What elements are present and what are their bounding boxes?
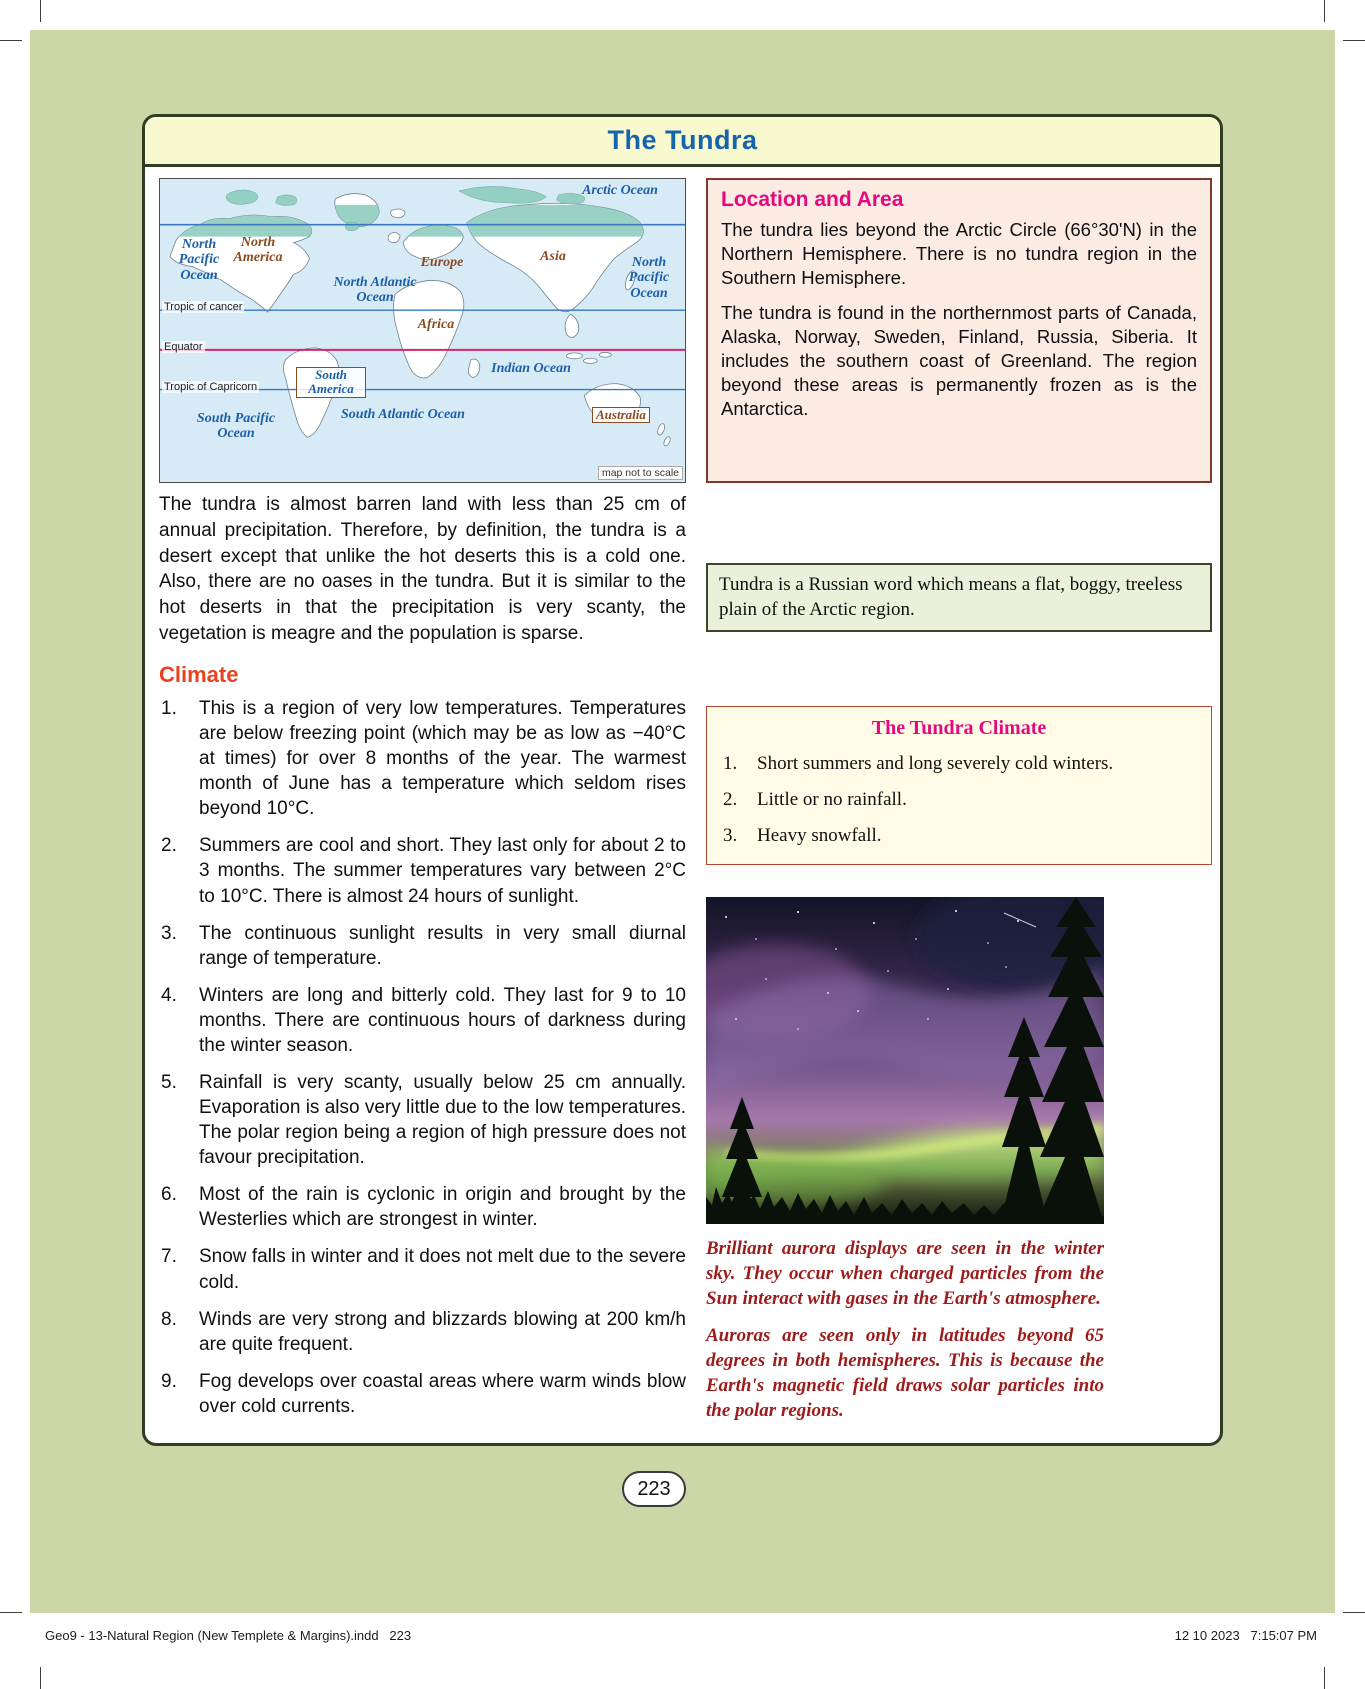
climate-heading: Climate — [159, 661, 239, 687]
climate-item: Most of the rain is cyclonic in origin and brought by the Westerlies which are strongest in winter. — [199, 1184, 686, 1231]
map-label-north-atlantic: North Atlantic Ocean — [333, 275, 417, 306]
crop-mark — [1324, 1667, 1325, 1689]
crop-mark — [1343, 40, 1365, 41]
map-label-north-pacific-west: North Pacific Ocean — [178, 237, 220, 283]
tundra-climate-item: Little or no rainfall. — [757, 789, 907, 811]
aurora-photo — [706, 897, 1104, 1224]
location-and-area-box — [706, 178, 1212, 483]
crop-mark — [0, 1612, 22, 1613]
aurora-photo-drawing — [706, 897, 1104, 1224]
map-label-south-america: South America — [296, 367, 366, 398]
crop-mark — [40, 0, 41, 22]
climate-item: Fog develops over coastal areas where warm winds blow over cold currents. — [199, 1370, 686, 1417]
location-paragraph: The tundra is found in the northernmost parts of Canada, Alaska, Norway, Sweden, Finland, Russia, Siberia. It includes the southern coast of Greenland. The region beyond these areas is permanently frozen as is the Antarctica. — [721, 302, 1197, 420]
climate-item: Snow falls in winter and it does not melt due to the severe cold. — [199, 1246, 686, 1293]
two-column-layout — [145, 167, 1220, 1446]
map-label-arctic-ocean: Arctic Ocean — [582, 183, 658, 198]
footer-left: Geo9 - 13-Natural Region (New Templete & Margins).indd 223 — [45, 1628, 412, 1643]
tundra-climate-item: Short summers and long severely cold winters. — [757, 753, 1114, 775]
climate-list — [159, 696, 686, 1419]
map-label-tropic-of-cancer: Tropic of cancer — [164, 301, 243, 313]
aurora-caption-2: Auroras are seen only in latitudes beyond 65 degrees in both hemispheres. This is because the Earth's magnetic field draws solar particles into the polar regions. — [706, 1324, 1104, 1422]
book-page — [30, 30, 1335, 1613]
right-column — [706, 178, 1212, 1423]
tundra-climate-item: Heavy snowfall. — [757, 824, 882, 846]
map-label-australia: Australia — [592, 407, 650, 423]
location-paragraph: The tundra lies beyond the Arctic Circle (66°30'N) in the Northern Hemisphere. There is no tundra region in the Southern Hemisphere. — [721, 219, 1197, 289]
location-heading: Location and Area — [721, 188, 904, 211]
fact-text: Tundra is a Russian word which means a flat, boggy, treeless plain of the Arctic region. — [719, 574, 1183, 620]
intro-paragraph: The tundra is almost barren land with less than 25 cm of annual precipitation. Therefore, by definition, the tundra is a desert except that unlike the hot deserts this is a cold one. Also, there are no oases in the tundra. But it is similar to the hot deserts in that the precipitation is very scanty, the vegetation is meagre and the population is sparse. — [159, 494, 686, 645]
map-label-tropic-of-capricorn: Tropic of Capricorn — [164, 381, 258, 393]
page-title: The Tundra — [607, 125, 758, 155]
map-label-south-atlantic: South Atlantic Ocean — [341, 407, 465, 422]
tundra-climate-box — [706, 706, 1212, 864]
map-label-south-pacific: South Pacific Ocean — [196, 411, 276, 442]
content-frame — [142, 114, 1223, 1446]
page-number-badge — [622, 1471, 686, 1507]
tundra-climate-list — [721, 752, 1197, 847]
tundra-word-fact-box — [706, 563, 1212, 632]
map-label-africa: Africa — [417, 317, 455, 332]
climate-item: Rainfall is very scanty, usually below 25 cm annually. Evaporation is also very little due to the low temperatures. The polar region being a region of high pressure does not favour precipitation. — [199, 1071, 686, 1169]
map-label-north-pacific-east: North Pacific Ocean — [628, 255, 670, 301]
map-label-indian-ocean: Indian Ocean — [491, 361, 571, 376]
map-label-equator: Equator — [164, 341, 203, 353]
aurora-caption-1: Brilliant aurora displays are seen in the winter sky. They occur when charged particles from the Sun interact with gases in the Earth's atmosphere. — [706, 1237, 1104, 1309]
climate-item: Summers are cool and short. They last only for about 2 to 3 months. The summer temperatures vary between 2°C to 10°C. There is almost 24 hours of sunlight. — [199, 835, 686, 907]
crop-mark — [1324, 0, 1325, 22]
map-label-europe: Europe — [420, 255, 464, 270]
map-scale-note: map not to scale — [598, 466, 683, 480]
climate-item: The continuous sunlight results in very small diurnal range of temperature. — [199, 922, 686, 969]
left-column — [159, 178, 686, 1431]
climate-item: This is a region of very low temperatures. Temperatures are below freezing point (which may be as low as −40°C at times) for over 8 months of the year. The warmest month of June has a temperature which seldom rises beyond 10°C. — [199, 697, 686, 820]
world-map — [159, 178, 686, 483]
crop-mark — [40, 1667, 41, 1689]
climate-item: Winters are long and bitterly cold. They last for 9 to 10 months. There are continuous hours of darkness during the winter season. — [199, 984, 686, 1056]
crop-mark — [0, 40, 22, 41]
map-label-asia: Asia — [540, 249, 566, 264]
footer-right: 12 10 2023 7:15:07 PM — [1174, 1628, 1317, 1643]
climate-item: Winds are very strong and blizzards blowing at 200 km/h are quite frequent. — [199, 1308, 686, 1355]
page-number: 223 — [637, 1477, 671, 1500]
tundra-climate-title: The Tundra Climate — [871, 717, 1047, 740]
crop-mark — [1343, 1612, 1365, 1613]
map-label-north-america: North America — [233, 235, 283, 266]
chapter-title-bar — [145, 117, 1220, 167]
